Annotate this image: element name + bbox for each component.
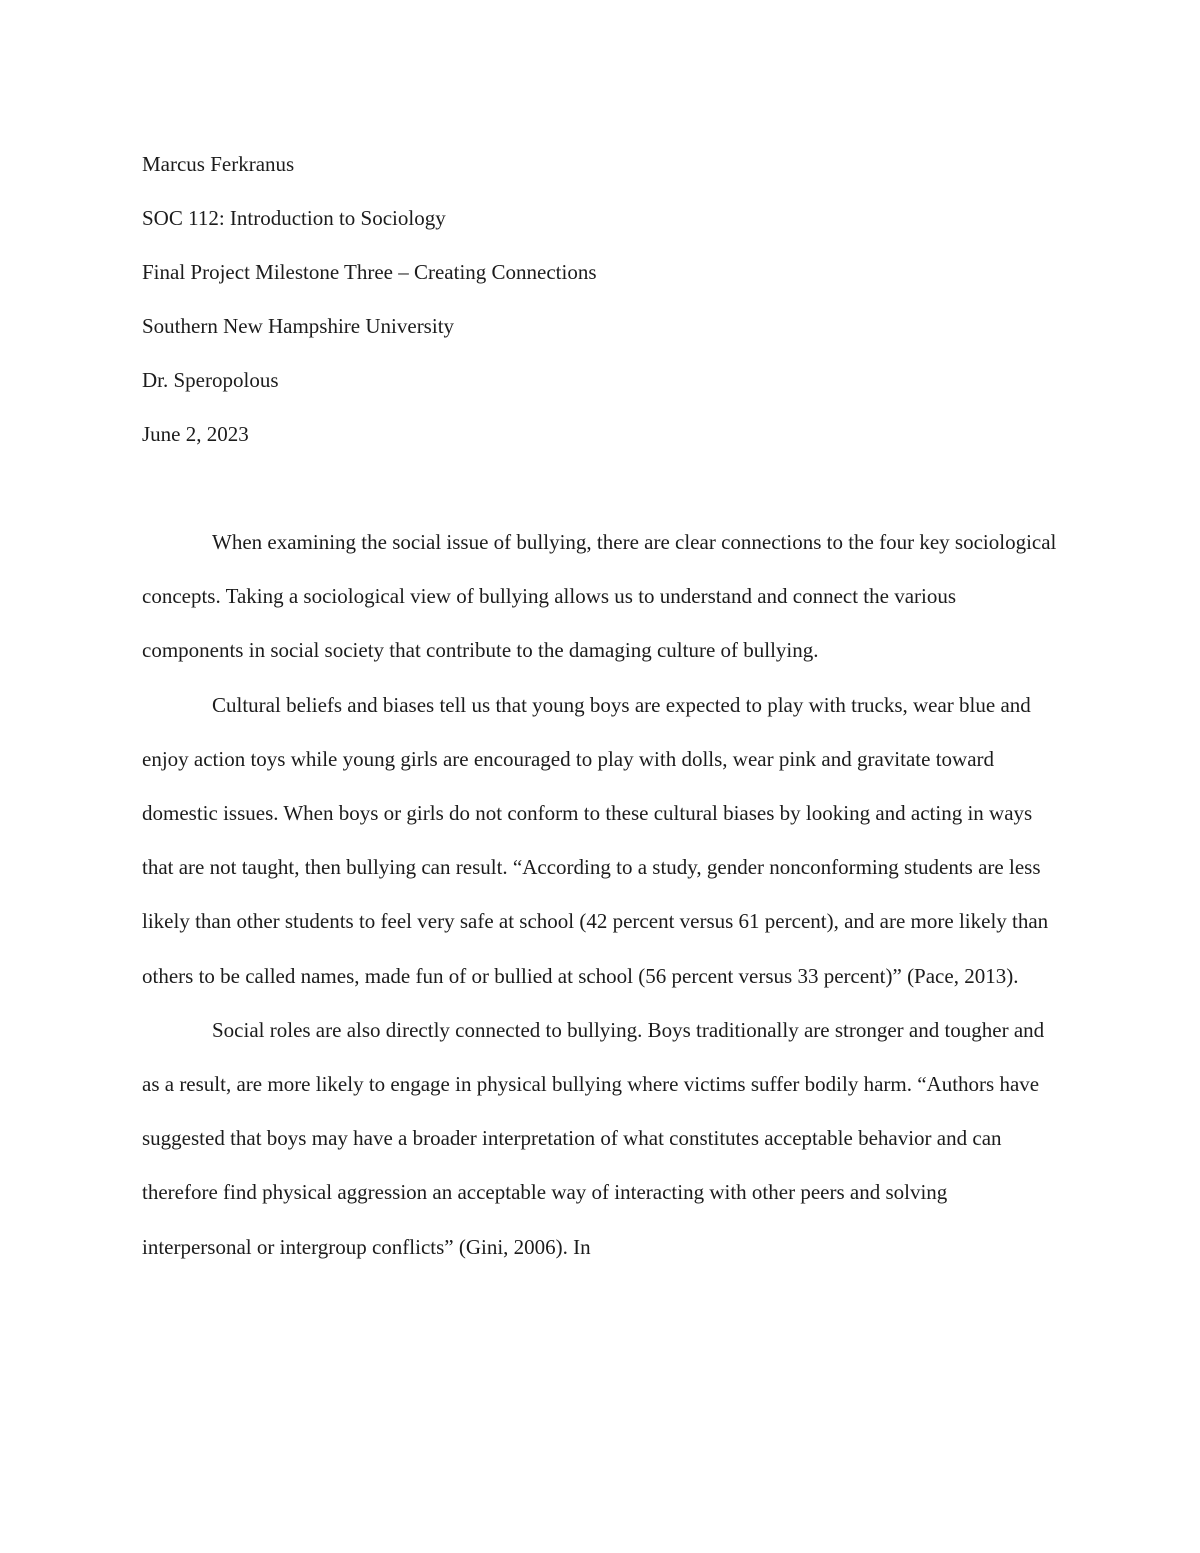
assignment-title: Final Project Milestone Three – Creating Connections: [142, 260, 597, 284]
essay-body: [142, 515, 1060, 1274]
paragraph-introduction: When examining the social issue of bullying, there are clear connections to the four key sociological concepts. Taking a sociological view of bullying allows us to understand and connect the various components in social society that contribute to the damaging culture of bullying.: [142, 530, 1057, 663]
institution-name: Southern New Hampshire University: [142, 314, 455, 338]
title-block: [142, 137, 1062, 461]
paragraph-cultural-beliefs: Cultural beliefs and biases tell us that young boys are expected to play with trucks, wear blue and enjoy action toys while young girls are encouraged to play with dolls, wear pink and gravitate toward domestic issues. When boys or girls do not conform to these cultural biases by looking and acting in ways that are not taught, then bullying can result. “According to a study, gender nonconforming students are less likely than other students to feel very safe at school (42 percent versus 61 percent), and are more likely than others to be called names, made fun of or bullied at school (56 percent versus 33 percent)” (Pace, 2013).: [142, 692, 1049, 988]
paragraph-social-roles: Social roles are also directly connected to bullying. Boys traditionally are stronger and tougher and as a result, are more likely to engage in physical bullying where victims suffer bodily harm. “Authors have suggested that boys may have a broader interpretation of what constitutes acceptable behavior and can therefore find physical aggression an acceptable way of interacting with other peers and solving interpersonal or intergroup conflicts” (Gini, 2006). In: [142, 1017, 1045, 1259]
course-title: SOC 112: Introduction to Sociology: [142, 206, 446, 230]
submission-date: June 2, 2023: [142, 422, 249, 446]
instructor-name: Dr. Speropolous: [142, 368, 279, 392]
author-name: Marcus Ferkranus: [142, 152, 295, 176]
